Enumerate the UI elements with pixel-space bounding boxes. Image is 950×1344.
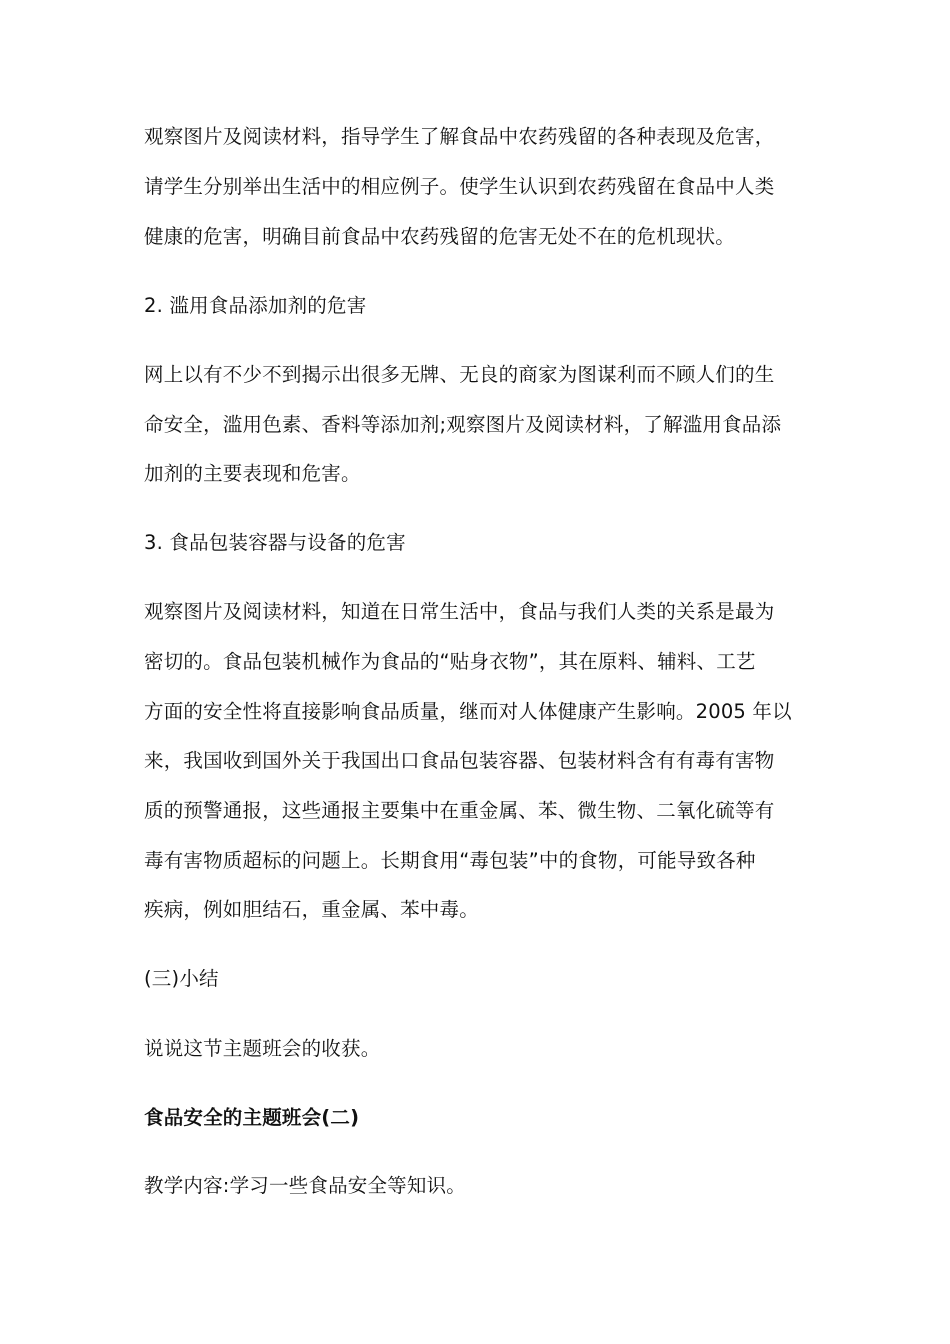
paragraph-line: 密切的。食品包装机械作为食品的“贴身衣物”，其在原料、辅料、工艺 bbox=[144, 650, 756, 673]
document-title: 食品安全的主题班会(二) bbox=[144, 1106, 360, 1129]
paragraph-line: 毒有害物质超标的问题上。长期食用“毒包装”中的食物，可能导致各种 bbox=[144, 849, 756, 872]
summary-heading: (三)小结 bbox=[144, 967, 219, 990]
section-heading: 2. 滥用食品添加剂的危害 bbox=[144, 294, 367, 317]
paragraph-line: 加剂的主要表现和危害。 bbox=[144, 462, 361, 485]
section-heading: 3. 食品包装容器与设备的危害 bbox=[144, 531, 406, 554]
paragraph-line: 网上以有不少不到揭示出很多无牌、无良的商家为图谋利而不顾人们的生 bbox=[144, 363, 775, 386]
paragraph-line: 质的预警通报，这些通报主要集中在重金属、苯、微生物、二氧化硫等有 bbox=[144, 799, 775, 822]
paragraph-line: 命安全，滥用色素、香料等添加剂;观察图片及阅读材料，了解滥用食品添 bbox=[144, 413, 782, 436]
paragraph-line: 方面的安全性将直接影响食品质量，继而对人体健康产生影响。2005 年以 bbox=[144, 700, 792, 723]
paragraph-line: 观察图片及阅读材料，知道在日常生活中，食品与我们人类的关系是最为 bbox=[144, 600, 775, 623]
paragraph-line: 疾病，例如胆结石，重金属、苯中毒。 bbox=[144, 898, 479, 921]
paragraph-line: 来，我国收到国外关于我国出口食品包装容器、包装材料含有有毒有害物 bbox=[144, 749, 775, 772]
paragraph-line: 教学内容:学习一些食品安全等知识。 bbox=[144, 1174, 466, 1197]
paragraph-line: 说说这节主题班会的收获。 bbox=[144, 1037, 381, 1060]
paragraph-line: 健康的危害，明确目前食品中农药残留的危害无处不在的危机现状。 bbox=[144, 225, 736, 248]
paragraph-line: 观察图片及阅读材料，指导学生了解食品中农药残留的各种表现及危害， bbox=[144, 125, 775, 148]
paragraph-line: 请学生分别举出生活中的相应例子。使学生认识到农药残留在食品中人类 bbox=[144, 175, 775, 198]
